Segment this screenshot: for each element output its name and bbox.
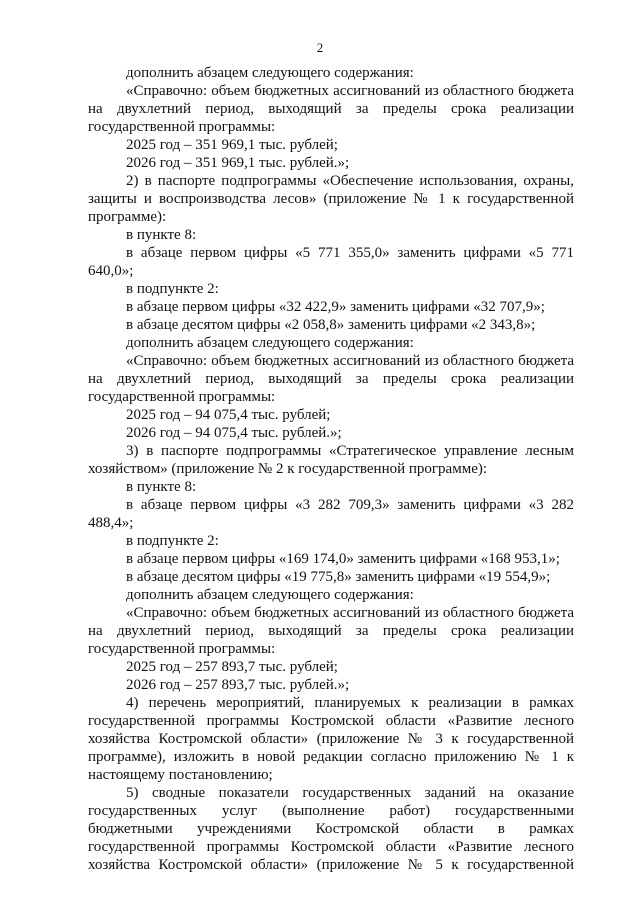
- page-number: 2: [316, 40, 324, 55]
- paragraph-26: 5) сводные показатели государственных заданий на оказание государственных услуг (выполнение работ) государственными бюджетными учреждениями Костромской области в рамках государственной программы Костромской области «Развитие лесного хозяйства Костромской области» (приложение № 5 к государственной: [88, 785, 574, 873]
- paragraph-3: 2025 год – 351 969,1 тыс. рублей;: [126, 137, 338, 153]
- paragraph-18: в подпункте 2:: [126, 533, 219, 549]
- paragraph-6: в пункте 8:: [126, 227, 197, 243]
- paragraph-2: «Справочно: объем бюджетных ассигнований из областного бюджета на двухлетний период, выходящий за пределы срока реализации государственной программы:: [88, 83, 574, 135]
- paragraph-7: в абзаце первом цифры «5 771 355,0» заменить цифрами «5 771 640,0»;: [88, 245, 574, 279]
- paragraph-5: 2) в паспорте подпрограммы «Обеспечение использования, охраны, защиты и воспроизводства лесов» (приложение № 1 к государственной программе):: [88, 173, 574, 225]
- paragraph-22: «Справочно: объем бюджетных ассигнований из областного бюджета на двухлетний период, выходящий за пределы срока реализации государственной программы:: [88, 605, 574, 657]
- paragraph-24: 2026 год – 257 893,7 тыс. рублей.»;: [126, 677, 350, 693]
- paragraph-13: 2025 год – 94 075,4 тыс. рублей;: [126, 407, 331, 423]
- paragraph-25: 4) перечень мероприятий, планируемых к реализации в рамках государственной программы Костромской области «Развитие лесного хозяйства Костромской области» (приложение № 3 к государственной программе), изложить в новой редакции согласно приложению № 1 к настоящему постановлению;: [88, 695, 574, 783]
- paragraph-17: в абзаце первом цифры «3 282 709,3» заменить цифрами «3 282 488,4»;: [88, 497, 574, 531]
- paragraph-11: дополнить абзацем следующего содержания:: [126, 335, 414, 351]
- paragraph-19: в абзаце первом цифры «169 174,0» заменить цифрами «168 953,1»;: [126, 551, 560, 567]
- paragraph-4: 2026 год – 351 969,1 тыс. рублей.»;: [126, 155, 350, 171]
- paragraph-15: 3) в паспорте подпрограммы «Стратегическое управление лесным хозяйством» (приложение № 2 к государственной программе):: [88, 443, 574, 477]
- paragraph-14: 2026 год – 94 075,4 тыс. рублей.»;: [126, 425, 342, 441]
- paragraph-23: 2025 год – 257 893,7 тыс. рублей;: [126, 659, 338, 675]
- document-body: [88, 64, 574, 874]
- paragraph-9: в абзаце первом цифры «32 422,9» заменить цифрами «32 707,9»;: [126, 299, 545, 315]
- paragraph-16: в пункте 8:: [126, 479, 197, 495]
- paragraph-8: в подпункте 2:: [126, 281, 219, 297]
- paragraph-20: в абзаце десятом цифры «19 775,8» заменить цифрами «19 554,9»;: [126, 569, 551, 585]
- paragraph-10: в абзаце десятом цифры «2 058,8» заменить цифрами «2 343,8»;: [126, 317, 536, 333]
- paragraph-12: «Справочно: объем бюджетных ассигнований из областного бюджета на двухлетний период, выходящий за пределы срока реализации государственной программы:: [88, 353, 574, 405]
- paragraph-1: дополнить абзацем следующего содержания:: [126, 65, 414, 81]
- paragraph-21: дополнить абзацем следующего содержания:: [126, 587, 414, 603]
